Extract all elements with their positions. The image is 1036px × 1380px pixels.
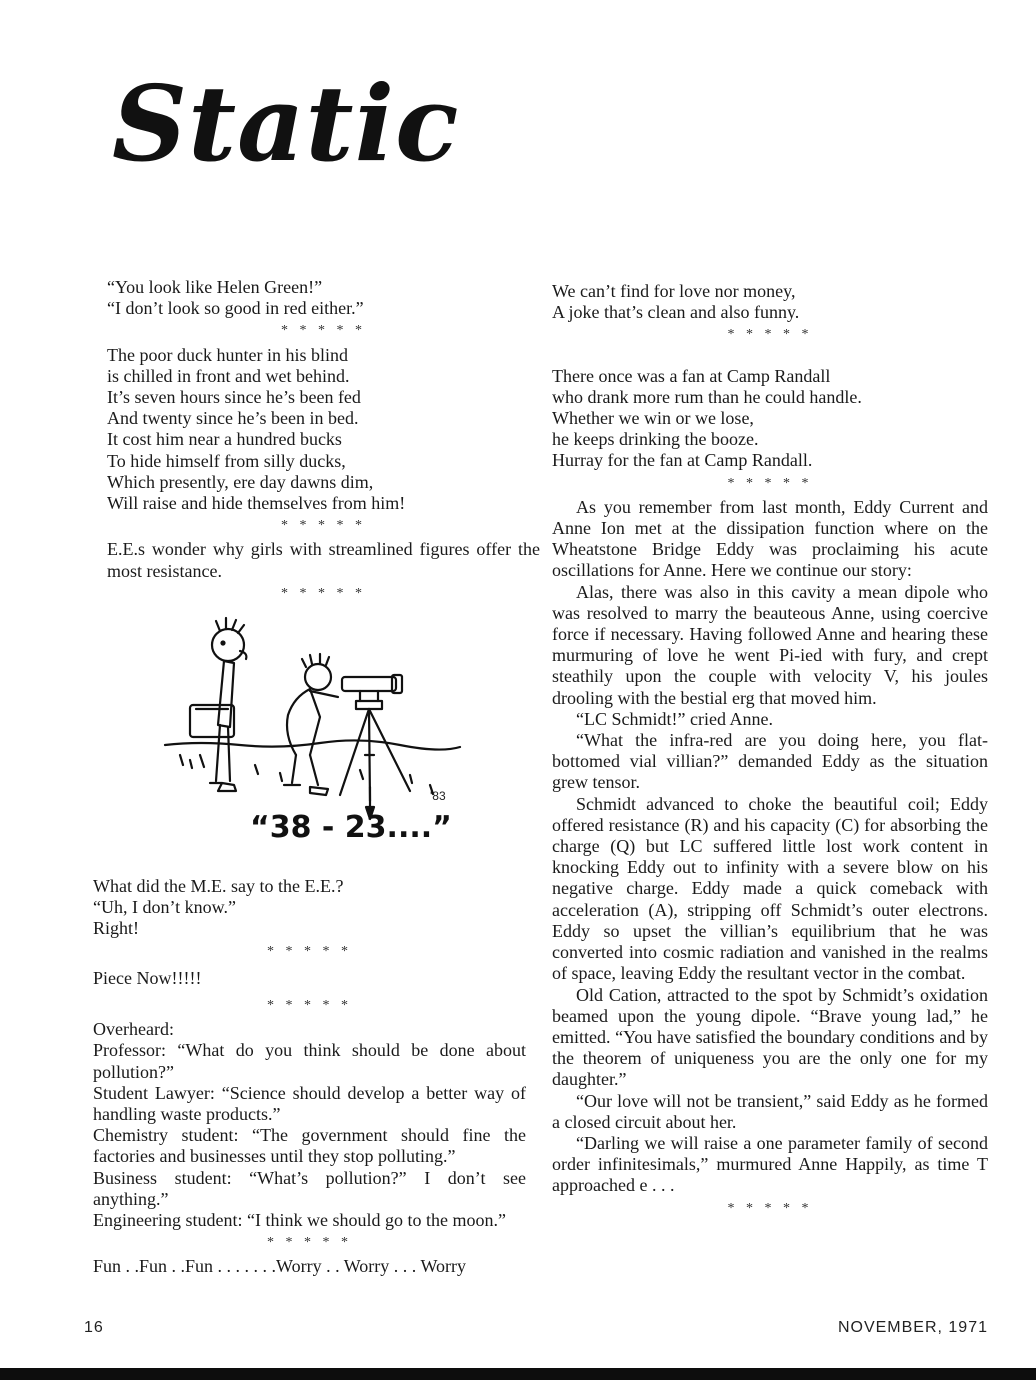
- poem-line: It cost him near a hundred bucks: [107, 429, 342, 450]
- left-column-top: [107, 277, 540, 607]
- poem-line: Which presently, ere day dawns dim,: [107, 471, 374, 492]
- poem-line: is chilled in front and wet behind.: [107, 365, 350, 386]
- story-paragraph: As you remember from last month, Eddy Current and Anne Ion met at the dissipation function where on the Wheatstone Bridge Eddy was proclaiming his acute oscillations for Anne. Here we continue our story:: [552, 496, 988, 581]
- cartoon-caption: “38 - 23....”: [250, 810, 452, 845]
- limerick-line: he keeps drinking the booze.: [552, 429, 759, 450]
- story-paragraph: Old Cation, attracted to the spot by Schmidt’s oxidation beamed upon the young dipole. “Brave young lad,” he emitted. “You have satisfied the boundary conditions and by the theorem of uniqueness you are the only one for my daughter.”: [552, 984, 988, 1090]
- separator-stars: * * * * *: [281, 323, 366, 339]
- page-number: 16: [84, 1319, 104, 1336]
- separator-stars: * * * * *: [267, 943, 352, 959]
- left-column-bottom: [93, 876, 526, 1278]
- dialog-line: Business student: “What’s pollution?” I don’t see anything.”: [93, 1167, 526, 1209]
- story-paragraph: Schmidt advanced to choke the beautiful coil; Eddy offered resistance (R) and his capacity (C) for absorbing the charge (Q) but LC suffered little lost work content in knocking Eddy out to infinity with a severe blow on his negative charge. Eddy made a quick comeback with acceleration (A), stripping off Schmidt’s outer electrons. Eddy so upset the villian’s equilibrium that he was converted into cosmic radiation and vanished in the realms of space, leaving Eddy the resultant vector in the combat.: [552, 793, 988, 984]
- separator-stars: * * * * *: [727, 475, 813, 491]
- riddle-question: What did the M.E. say to the E.E.?: [93, 876, 344, 896]
- dialog-line: Chemistry student: “The government should fine the factories and businesses until they stop polluting.”: [93, 1125, 526, 1167]
- camp-randall-limerick: [552, 366, 988, 472]
- dialog-line: Student Lawyer: “Science should develop a better way of handling waste products.”: [93, 1082, 526, 1125]
- poem-line: The poor duck hunter in his blind: [107, 344, 348, 365]
- bottom-border-bar: [0, 1368, 1036, 1380]
- limerick-line: There once was a fan at Camp Randall: [552, 365, 831, 386]
- intro-line: We can’t find for love nor money,: [552, 281, 796, 301]
- riddle-reply: “Uh, I don’t know.”: [93, 897, 236, 918]
- separator-stars: * * * * *: [281, 518, 366, 534]
- right-column: [552, 281, 988, 1222]
- page-title: Static: [112, 62, 460, 185]
- poem-line: And twenty since he’s been in bed.: [107, 408, 359, 429]
- overheard-heading: Overheard:: [93, 1019, 174, 1040]
- limerick-line: Hurray for the fan at Camp Randall.: [552, 450, 813, 471]
- story-paragraph: “LC Schmidt!” cried Anne.: [576, 708, 773, 729]
- separator-stars: * * * * *: [267, 1235, 352, 1251]
- riddle-answer: Right!: [93, 918, 140, 939]
- artist-signature: '83: [430, 789, 446, 803]
- separator-stars: * * * * *: [727, 1200, 813, 1216]
- story-paragraph: Alas, there was also in this cavity a mean dipole who was resolved to marry the beauteous Anne, using coercive force if necessary. Having followed Anne and hearing these murmuring of love he went Pi-ied with fury, and crept steathily upon the couple with velocity V, his joules drooling with the bestial erg that moved him.: [552, 581, 988, 708]
- poem-line: Will raise and hide themselves from him!: [107, 493, 406, 514]
- fun-worry-line: Fun . .Fun . .Fun . . . . . . .Worry . . Worry . . . Worry: [93, 1256, 466, 1277]
- issue-date: NOVEMBER, 1971: [837, 1319, 988, 1336]
- piece-now: Piece Now!!!!!: [93, 967, 202, 988]
- surveyor-cartoon-illustration: [160, 605, 480, 855]
- story-paragraph: “What the infra-red are you doing here, you flat-bottomed vial villian?” demanded Eddy as the situation grew tensor.: [552, 730, 988, 793]
- dialog-line: Engineering student: “I think we should go to the moon.”: [93, 1210, 506, 1231]
- duck-hunter-poem: [107, 345, 540, 515]
- story-paragraph: “Our love will not be transient,” said Eddy as he formed a closed circuit about her.: [552, 1090, 988, 1132]
- joke-line: “I don’t look so good in red either.”: [107, 298, 364, 319]
- dialog-line: Professor: “What do you think should be done about pollution?”: [93, 1040, 526, 1082]
- limerick-line: Whether we win or we lose,: [552, 408, 754, 429]
- limerick-line: who drank more rum than he could handle.: [552, 386, 862, 407]
- separator-stars: * * * * *: [727, 327, 813, 343]
- intro-line: A joke that’s clean and also funny.: [552, 302, 800, 323]
- poem-line: To hide himself from silly ducks,: [107, 450, 346, 471]
- separator-stars: * * * * *: [267, 998, 352, 1014]
- joke-line: “You look like Helen Green!”: [107, 277, 323, 297]
- separator-stars: * * * * *: [281, 585, 366, 601]
- ee-joke: E.E.s wonder why girls with streamlined figures offer the most resistance.: [107, 539, 540, 581]
- story-paragraph: “Darling we will raise a one parameter family of second order infinitesimals,” murmured Anne Happily, as time T approached e . . .: [552, 1132, 988, 1196]
- poem-line: It’s seven hours since he’s been fed: [107, 387, 361, 408]
